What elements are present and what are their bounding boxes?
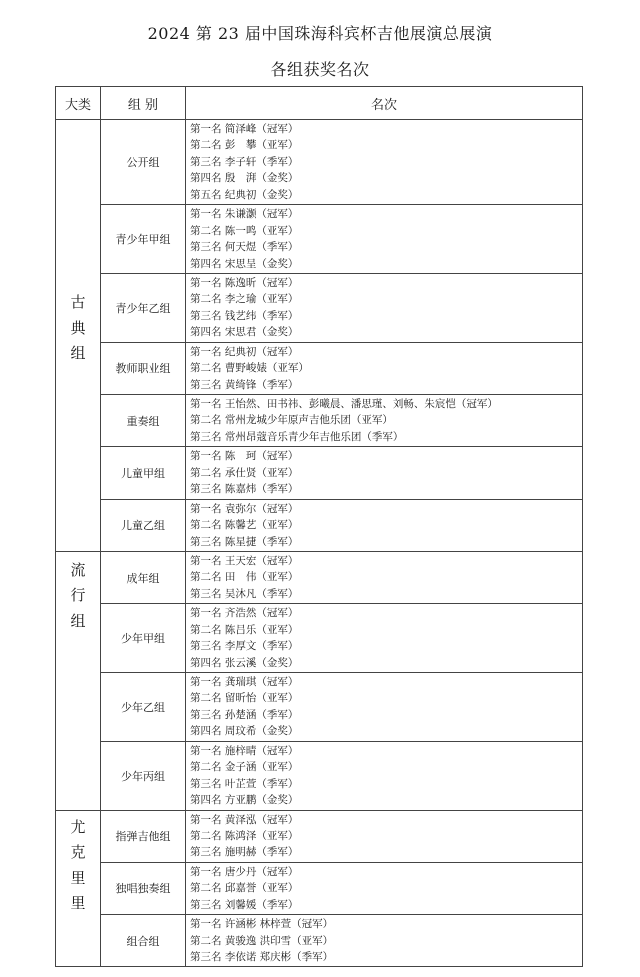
ranking-cell bbox=[186, 673, 583, 742]
group-name-cell: 儿童甲组 bbox=[101, 447, 186, 499]
table-row bbox=[56, 342, 583, 394]
ranking-line: 第三名 常州昂蔻音乐青少年吉他乐团（季军） bbox=[190, 430, 404, 443]
ranking-line: 第一名 许涵彬 林梓萱（冠军） bbox=[190, 918, 334, 931]
table-row bbox=[56, 205, 583, 274]
header-ranking: 名次 bbox=[186, 87, 583, 120]
ranking-cell bbox=[186, 551, 583, 603]
ranking-line: 第二名 黄骏逸 洪印雪（亚军） bbox=[190, 934, 334, 947]
ranking-line: 第三名 施明赫（季军） bbox=[190, 846, 299, 859]
ranking-line: 第二名 田 伟（亚军） bbox=[190, 571, 299, 584]
awards-table bbox=[55, 86, 583, 967]
ranking-cell bbox=[186, 862, 583, 914]
ranking-cell bbox=[186, 447, 583, 499]
group-name-cell: 儿童乙组 bbox=[101, 499, 186, 551]
ranking-cell bbox=[186, 810, 583, 862]
document-subtitle: 各组获奖名次 bbox=[270, 60, 370, 79]
ranking-line: 第二名 曹野峻婊（亚军） bbox=[190, 362, 309, 375]
ranking-cell bbox=[186, 205, 583, 274]
group-name-cell: 少年丙组 bbox=[101, 741, 186, 810]
ranking-cell bbox=[186, 120, 583, 205]
table-row bbox=[56, 604, 583, 673]
table-row bbox=[56, 741, 583, 810]
category-cell bbox=[56, 551, 101, 810]
table-body bbox=[56, 120, 583, 967]
ranking-cell bbox=[186, 604, 583, 673]
category-cell bbox=[56, 120, 101, 552]
ranking-line: 第四名 周玟希（金奖） bbox=[190, 725, 299, 738]
ranking-line: 第二名 李之瑜（亚军） bbox=[190, 293, 299, 306]
ranking-line: 第四名 宋思呈（金奖） bbox=[190, 257, 299, 270]
group-name-cell: 指弹吉他组 bbox=[101, 810, 186, 862]
ranking-line: 第四名 方亚鹏（金奖） bbox=[190, 794, 299, 807]
table-header-row bbox=[56, 87, 583, 120]
group-name-cell: 独唱独奏组 bbox=[101, 862, 186, 914]
group-name-cell: 重奏组 bbox=[101, 395, 186, 447]
ranking-line: 第一名 施梓晴（冠军） bbox=[190, 744, 299, 757]
group-name-cell: 公开组 bbox=[101, 120, 186, 205]
ranking-line: 第二名 彭 攀（亚军） bbox=[190, 139, 299, 152]
ranking-line: 第三名 孙楚涵（季军） bbox=[190, 708, 299, 721]
group-name-cell: 少年乙组 bbox=[101, 673, 186, 742]
header-group: 组 别 bbox=[101, 87, 186, 120]
ranking-line: 第二名 邱嘉誉（亚军） bbox=[190, 882, 299, 895]
group-name-cell: 少年甲组 bbox=[101, 604, 186, 673]
table-row bbox=[56, 673, 583, 742]
ranking-line: 第三名 叶芷萱（季军） bbox=[190, 777, 299, 790]
group-name-cell: 教师职业组 bbox=[101, 342, 186, 394]
table-row bbox=[56, 447, 583, 499]
ranking-line: 第二名 陈一鸣（亚军） bbox=[190, 224, 299, 237]
ranking-line: 第三名 李子轩（季军） bbox=[190, 155, 299, 168]
ranking-line: 第四名 张云溪（金奖） bbox=[190, 656, 299, 669]
ranking-line: 第三名 李依诺 郑庆彬（季军） bbox=[190, 951, 334, 963]
ranking-line: 第三名 黄绮锋（季军） bbox=[190, 378, 299, 391]
ranking-line: 第二名 金子涵（亚军） bbox=[190, 761, 299, 774]
category-cell bbox=[56, 810, 101, 967]
ranking-line: 第一名 黄泽泓（冠军） bbox=[190, 813, 299, 826]
ranking-line: 第二名 陈鸿泽（亚军） bbox=[190, 829, 299, 842]
category-label: 流行组 bbox=[70, 560, 86, 630]
group-name-cell: 组合组 bbox=[101, 915, 186, 967]
table-row bbox=[56, 273, 583, 342]
ranking-line: 第四名 宋思君（金奖） bbox=[190, 326, 299, 339]
ranking-line: 第一名 陈 珂（冠军） bbox=[190, 450, 299, 463]
ranking-line: 第二名 承仕贤（亚军） bbox=[190, 466, 299, 479]
ranking-line: 第五名 纪典初（金奖） bbox=[190, 188, 299, 201]
ranking-line: 第二名 留昕怡（亚军） bbox=[190, 692, 299, 705]
category-label: 古典组 bbox=[70, 293, 86, 362]
ranking-line: 第三名 钱艺纬（季军） bbox=[190, 309, 299, 322]
table-row bbox=[56, 810, 583, 862]
table-row bbox=[56, 915, 583, 967]
table-row bbox=[56, 395, 583, 447]
ranking-line: 第三名 陈星捷（季军） bbox=[190, 535, 299, 548]
ranking-line: 第一名 齐浩然（冠军） bbox=[190, 607, 299, 620]
ranking-line: 第二名 陈馨艺（亚军） bbox=[190, 519, 299, 532]
group-name-cell: 成年组 bbox=[101, 551, 186, 603]
document-title: 2024 第 23 届中国珠海科宾杯吉他展演总展演 bbox=[147, 24, 493, 43]
ranking-cell bbox=[186, 342, 583, 394]
ranking-line: 第一名 朱谦灏（冠军） bbox=[190, 208, 299, 221]
ranking-line: 第一名 龚瑞琪（冠军） bbox=[190, 676, 299, 688]
table-row bbox=[56, 120, 583, 205]
category-label: 尤克里里 bbox=[70, 817, 86, 912]
ranking-cell bbox=[186, 395, 583, 447]
ranking-line: 第二名 常州龙城少年原声吉他乐团（亚军） bbox=[190, 414, 393, 427]
ranking-cell bbox=[186, 741, 583, 810]
ranking-line: 第一名 简泽峰（冠军） bbox=[190, 123, 299, 135]
ranking-line: 第三名 刘馨媛（季军） bbox=[190, 898, 299, 911]
ranking-cell bbox=[186, 915, 583, 967]
ranking-line: 第一名 纪典初（冠军） bbox=[190, 345, 299, 358]
ranking-line: 第一名 陈逸昕（冠军） bbox=[190, 276, 299, 289]
group-name-cell: 青少年甲组 bbox=[101, 205, 186, 274]
ranking-line: 第三名 李厚文（季军） bbox=[190, 640, 299, 653]
table-row bbox=[56, 499, 583, 551]
ranking-line: 第二名 陈吕乐（亚军） bbox=[190, 623, 299, 636]
ranking-cell bbox=[186, 499, 583, 551]
ranking-line: 第一名 王天宏（冠军） bbox=[190, 554, 299, 567]
ranking-line: 第四名 殷 湃（金奖） bbox=[190, 172, 299, 185]
ranking-line: 第一名 王怡然、田书祎、彭曦晨、潘思瑾、刘畅、朱宸恺（冠军） bbox=[190, 398, 498, 410]
ranking-line: 第三名 何天煜（季军） bbox=[190, 241, 299, 254]
table-row bbox=[56, 551, 583, 603]
ranking-line: 第三名 吴沐凡（季军） bbox=[190, 587, 299, 600]
ranking-cell bbox=[186, 273, 583, 342]
ranking-line: 第一名 袁弥尔（冠军） bbox=[190, 502, 299, 515]
ranking-line: 第一名 唐少丹（冠军） bbox=[190, 865, 299, 878]
group-name-cell: 青少年乙组 bbox=[101, 273, 186, 342]
ranking-line: 第三名 陈嘉炜（季军） bbox=[190, 483, 299, 496]
header-category: 大类 bbox=[56, 87, 101, 120]
table-row bbox=[56, 862, 583, 914]
